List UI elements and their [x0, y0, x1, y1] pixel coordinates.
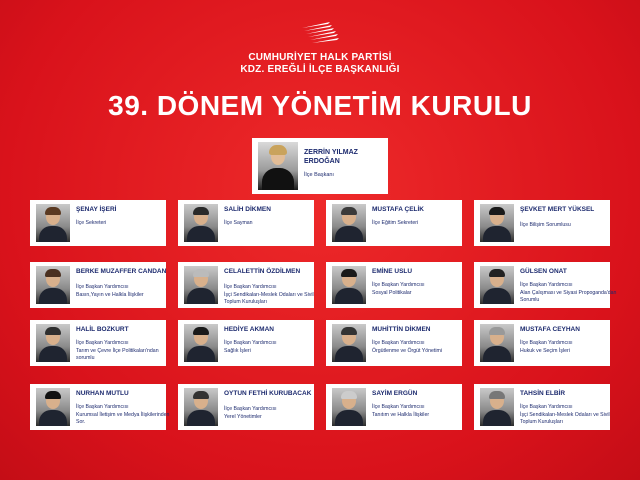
member-role: İlçe Başkan Yardımcısı [224, 284, 277, 290]
member-name: OYTUN FETHİ KURUBACAK [224, 390, 312, 397]
member-role: İlçe Başkan Yardımcısı [520, 282, 573, 288]
member-role: İlçe Başkan Yardımcısı [76, 284, 129, 290]
member-name: GÜLSEN ONAT [520, 268, 567, 275]
member-card [474, 320, 610, 366]
member-name: HALİL BOZKURT [76, 326, 129, 333]
member-role: İlçe Bilişim Sorumlusu [520, 222, 571, 228]
member-duty: Sosyal Politikalar [372, 290, 412, 296]
member-role: İlçe Başkan Yardımcısı [372, 340, 425, 346]
member-card [178, 262, 314, 308]
member-name: MUSTAFA ÇELİK [372, 206, 424, 213]
member-role: İlçe Başkan Yardımcısı [520, 404, 573, 410]
chair-role: İlçe Başkanı [304, 172, 334, 178]
chair-card [252, 138, 388, 194]
member-name: MUSTAFA CEYHAN [520, 326, 580, 333]
member-role: İlçe Başkan Yardımcısı [372, 404, 425, 410]
member-photo [332, 266, 366, 304]
member-duty: Örgütlenme ve Örgüt Yönetimi [372, 348, 442, 354]
member-photo [332, 388, 366, 426]
member-name: HEDİYE AKMAN [224, 326, 274, 333]
member-name: MUHİTTİN DİKMEN [372, 326, 431, 333]
page-title: 39. DÖNEM YÖNETİM KURULU [108, 90, 532, 121]
member-role: İlçe Başkan Yardımcısı [76, 340, 129, 346]
party-logo [300, 18, 340, 48]
member-name: BERKE MUZAFFER CANDAN [76, 268, 167, 275]
member-duty: Kurumsal İletişim ve Medya İlişkilerinden Sor. [76, 412, 170, 425]
member-card [326, 320, 462, 366]
member-card [474, 200, 610, 246]
member-name: EMİNE USLU [372, 268, 413, 275]
member-name: SALİH DİKMEN [224, 206, 271, 213]
member-duty: Alan Çalışması ve Siyasi Propoganda'dan Sorumlu [520, 290, 617, 303]
member-role: İlçe Eğitim Sekreteri [372, 220, 419, 226]
member-name: ŞEVKET MERT YÜKSEL [520, 206, 595, 213]
member-photo [36, 266, 70, 304]
member-photo [36, 324, 70, 362]
member-card [178, 200, 314, 246]
member-duty: İşçi Sendikaları-Meslek Odaları ve Sivil Toplum Kuruluşları [520, 412, 610, 425]
member-name: ŞENAY İŞERİ [76, 206, 117, 213]
member-photo [332, 324, 366, 362]
member-role: İlçe Başkan Yardımcısı [372, 282, 425, 288]
member-photo [480, 266, 514, 304]
member-card [326, 384, 462, 430]
member-role: İlçe Başkan Yardımcısı [76, 404, 129, 410]
member-photo [184, 266, 218, 304]
member-name: NURHAN MUTLU [76, 390, 129, 397]
member-card [326, 200, 462, 246]
member-photo [480, 204, 514, 242]
member-photo [184, 324, 218, 362]
member-card [474, 262, 617, 308]
party-name: CUMHURİYET HALK PARTİSİ [248, 52, 392, 63]
member-duty: Yerel Yönetimler [224, 414, 262, 420]
member-role: İlçe Başkan Yardımcısı [224, 406, 277, 412]
member-card [326, 262, 462, 308]
member-card [30, 384, 170, 430]
member-photo [184, 388, 218, 426]
member-card [30, 320, 166, 366]
member-duty: Basın,Yayın ve Halkla İlişkiler [76, 292, 144, 298]
member-card [30, 262, 166, 308]
member-photo [184, 204, 218, 242]
member-photo [480, 388, 514, 426]
member-role: İlçe Sekreteri [76, 220, 107, 226]
chair-name: ZERRİN YILMAZ ERDOĞAN [304, 149, 358, 165]
member-role: İlçe Başkan Yardımcısı [520, 340, 573, 346]
member-card [178, 320, 314, 366]
member-duty: Tanıtım ve Halkla İlişkiler [372, 412, 430, 418]
member-duty: Hukuk ve Seçim İşleri [520, 348, 570, 354]
member-name: SAYİM ERGÜN [372, 390, 418, 397]
member-card [178, 384, 314, 430]
member-photo [480, 324, 514, 362]
member-duty: İşçi Sendikaları-Meslek Odaları ve Sivil Toplum Kuruluşları [224, 292, 314, 305]
branch-name: KDZ. EREĞLİ İLÇE BAŞKANLIĞI [240, 64, 400, 75]
member-duty: Tarım ve Çevre İlçe Politikaları'ndan sorumlu [76, 348, 159, 361]
member-photo [36, 388, 70, 426]
member-photo [36, 204, 70, 242]
member-role: İlçe Sayman [224, 220, 253, 226]
member-card [30, 200, 166, 246]
member-name: CELALETTİN ÖZDİLMEN [224, 268, 301, 275]
member-name: TAHSİN ELBİR [520, 390, 566, 397]
member-card [474, 384, 610, 430]
chair-photo [258, 142, 298, 190]
member-photo [332, 204, 366, 242]
member-duty: Sağlık İşleri [224, 348, 251, 354]
member-role: İlçe Başkan Yardımcısı [224, 340, 277, 346]
